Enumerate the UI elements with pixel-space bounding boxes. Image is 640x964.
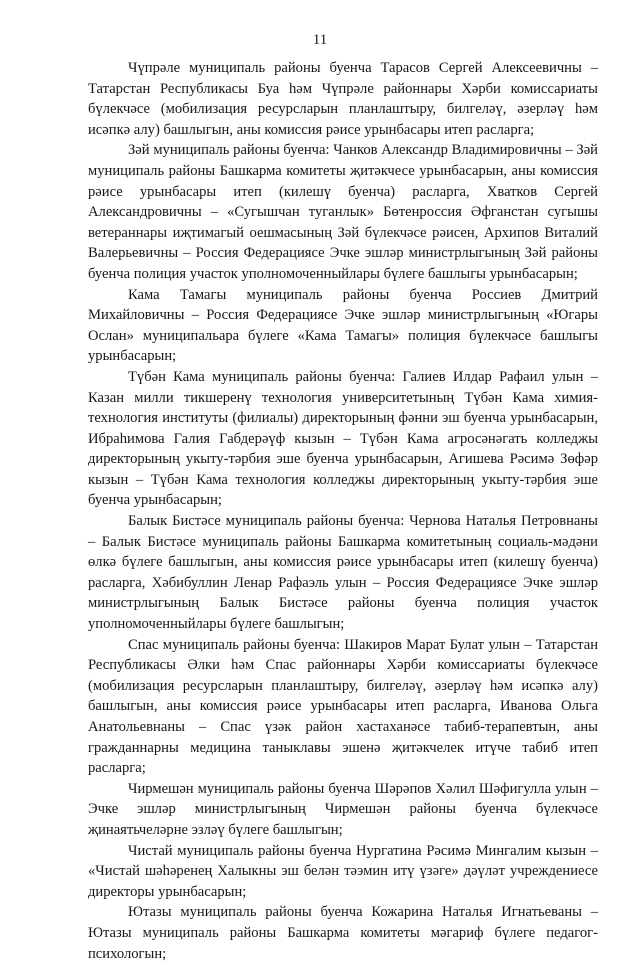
paragraph-spas: Спас муниципаль районы буенча: Шакиров Марат Булат улын – Татарстан Республикасы Әлки һәм Спас районнары Хәрби комиссариаты бүлекчәсе (мобилизация ресурсларын планлаштыру, билгеләү, әзерләү һәм исәпкә алу) башлыгын, аны комиссия рәисе урынбасары итеп расларга, Иванова Ольга Анатольевнаны – Спас үзәк район хастаханәсе табиб-терапевтын, аны гражданнарны медицина таныклавы эшенә җитәкчелек итүче табиб итеп расларга;: [88, 636, 598, 777]
paragraph-chistai: Чистай муниципаль районы буенча Нургатина Рәсимә Мингалим кызын – «Чистай шәһәренең Халыкны эш белән тәэмин итү үзәге» дәүләт учреждениесе директоры урынбасарын;: [88, 842, 598, 900]
paragraph-chirmeshan: Чирмешән муниципаль районы буенча Шәрәпов Хәлил Шәфигулла улын – Эчке эшләр министрлыгының Чирмешән районы буенча бүлекчәсе җинаятьчеләрне эзләү бүлеге башлыгын;: [88, 780, 598, 838]
paragraph-tuban-kama: Түбән Кама муниципаль районы буенча: Галиев Илдар Рафаил улын – Казан милли тикшеренү технология университетының Түбән Кама химия-технология институты (филиалы) директорының фәнни эш буенча урынбасарын, Ибраһимова Галия Габдерәүф кызын – Түбән Кама агросәнәгать колледжы директорының укыту-тәрбия эше буенча урынбасарын, Агишева Рәсимә Зөфәр кызын – Түбән Кама технология колледжы директорының укыту-тәрбия эше буенча урынбасарын;: [88, 368, 598, 509]
paragraph-zai: Зәй муниципаль районы буенча: Чанков Александр Владимировичны – Зәй муниципаль районы Башкарма комитеты җитәкчесе урынбасарын, аны комиссия рәисе урынбасары итеп (килешү буенча) расларга, Хватков Сергей Александровичны – «Сугышчан туганлык» Бөтенроссия Әфганстан сугышы ветераннары иҗтимагый оешмасының Зәй бүлекчәсе рәисен, Архипов Виталий Валерьевичны – Россия Федерациясе Эчке эшләр министрлыгының Зәй районы буенча полиция участок уполномоченныйлары бүлеге башлыгы урынбасарын;: [88, 142, 598, 282]
page-number: 11: [312, 32, 328, 48]
document-body: [88, 58, 598, 964]
paragraph-kama-tamagy: Кама Тамагы муниципаль районы буенча Россиев Дмитрий Михайловичны – Россия Федерациясе Эчке эшләр министрлыгының «Югары Ослан» муниципальара бүлеге «Кама Тамагы» полиция бүлекчәсе башлыгы урынбасарын;: [88, 286, 598, 365]
paragraph-chupralе: Чүпрәле муниципаль районы буенча Тарасов Сергей Алексеевичны – Татарстан Республикасы Буа һәм Чүпрәле районнары Хәрби комиссариаты бүлекчәсе (мобилизация ресурсларын планлаштыру, билгеләү, әзерләү һәм исәпкә алу) башлыгын, аны комиссия рәисе урынбасары итеп расларга;: [88, 60, 598, 138]
paragraph-yutazy: Ютазы муниципаль районы буенча Кожарина Наталья Игнатьеваны – Ютазы муниципаль районы Башкарма комитеты мәгариф бүлеге педагог-психологын;: [88, 904, 598, 962]
paragraph-balyk-bistase: Балык Бистәсе муниципаль районы буенча: Чернова Наталья Петровнаны – Балык Бистәсе муниципаль районы Башкарма комитетының социаль-мәдәни өлкә бүлеге башлыгын, аны комиссия рәисе урынбасары итеп (килешү буенча) расларга, Хәбибуллин Ленар Рафаэль улын – Россия Федерациясе Эчке эшләр министрлыгының Балык Бистәсе районы буенча полиция участок уполномоченныйлары бүлеге башлыгын;: [88, 513, 598, 633]
